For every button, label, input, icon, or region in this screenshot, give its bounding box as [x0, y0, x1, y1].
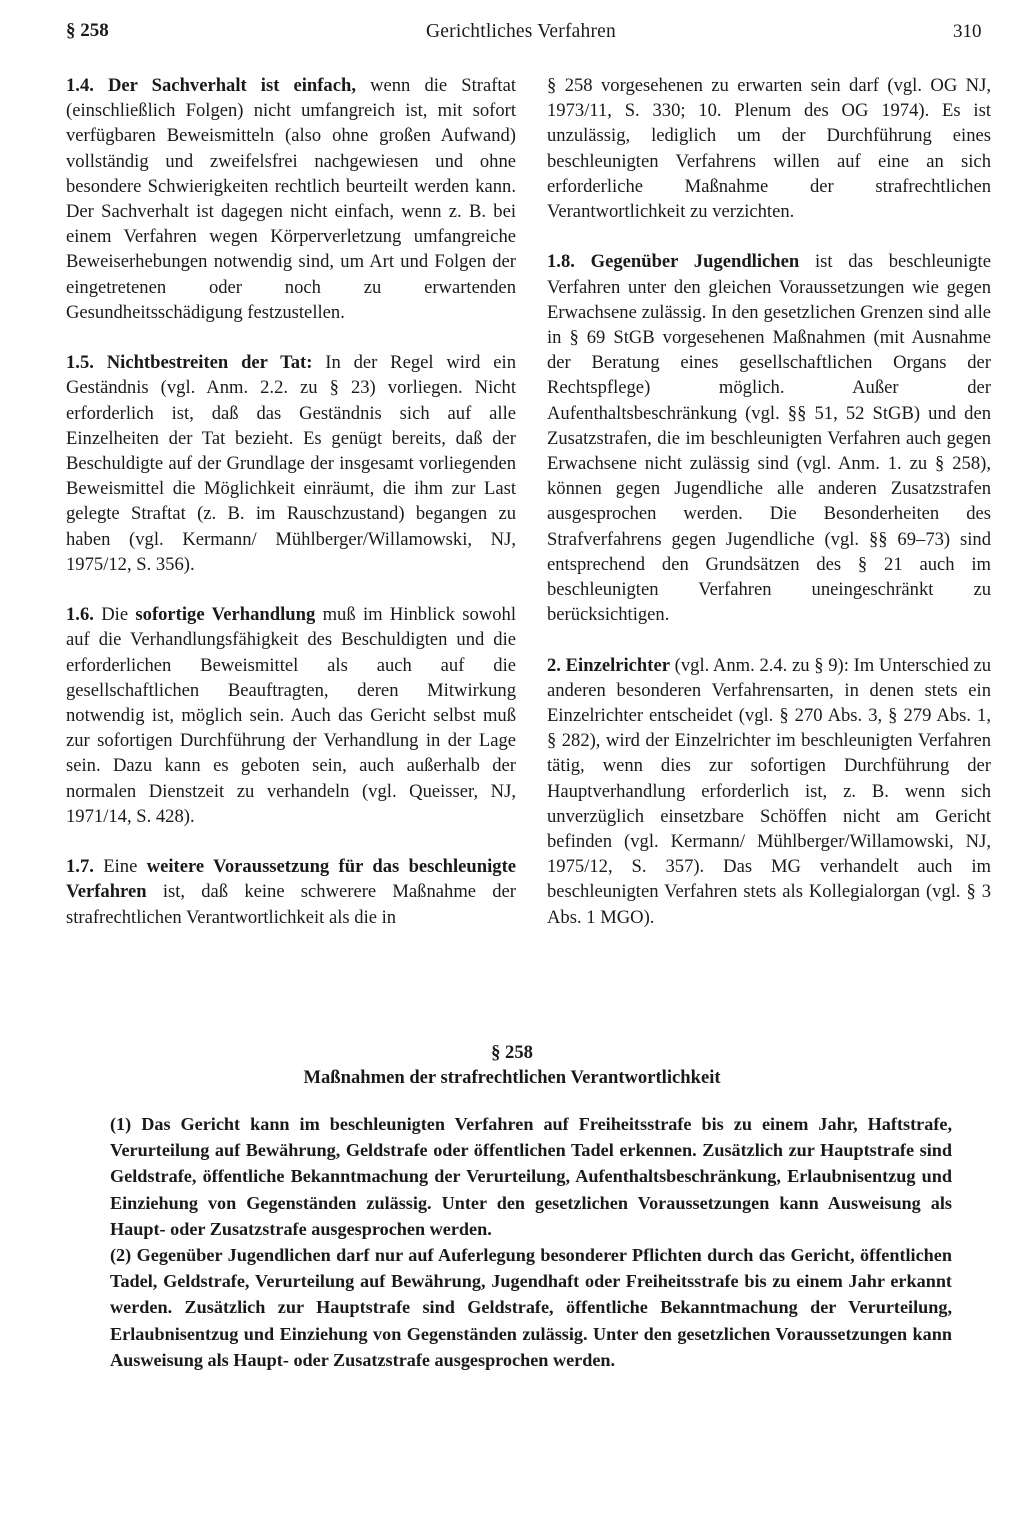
- left-text-column: [66, 73, 516, 930]
- annotation-number: 1.4.: [66, 75, 94, 96]
- annotation-number: 1.6.: [66, 604, 94, 626]
- annotation-1-7-continued: [547, 73, 991, 224]
- annotation-text: wenn die Straftat (einschließlich Folgen) nicht umfangreich ist, mit sofort verfügbaren Beweismitteln (also ohne großen Aufwand) vollständig und zweifelsfrei nachgewiesen und ohne besondere Schwierigkeiten rechtlich beurteilt werden kann. Der Sachverhalt ist dagegen nicht einfach, wenn z. B. bei einem Verfahren wegen Körperverletzung umfangreiche Beweiserhebungen notwendig sind, um Art und Folgen der eingetretenen oder noch zu erwartenden Gesundheitsschädigung festzustellen.: [66, 75, 516, 323]
- annotation-number: 1.5.: [66, 352, 94, 374]
- annotation-text: In der Regel wird ein Geständnis (vgl. Anm. 2.2. zu § 23) vorliegen. Nicht erforderlich ist, daß das Geständnis sich auf alle Einzelheiten der Tat bezieht. Es genügt bereits, daß der Beschuldigte auf der Grundlage der insgesamt vorliegenden Beweismittel die Möglichkeit einräumt, die ihm zur Last gelegte Straftat (z. B. im Rauschzustand) begangen zu haben (vgl. Kermann/ Mühlberger/Willamowski, NJ, 1975/12, S. 356).: [66, 352, 516, 575]
- annotation-text: ist, daß keine schwerere Maßnahme der strafrechtlichen Verantwortlichkeit als die in: [66, 881, 517, 928]
- statute-heading: Maßnahmen der strafrechtlichen Verantwortlichkeit: [303, 1067, 721, 1088]
- annotation-2: [547, 653, 991, 930]
- statute-paragraph-2: (2) Gegenüber Jugendlichen darf nur auf Auferlegung besonderer Pflichten durch das Gericht, öffentlichen Tadel, Geldstrafe, Verurteilung auf Bewährung, Jugendhaft oder Freiheitsstrafe bis zu einem Jahr erkannt werden. Zusätzlich zur Hauptstrafe sind Geldstrafe, öffentliche Bekanntmachung der Verurteilung, Erlaubnisentzug und Einziehung von Gegenständen zulässig. Unter den gesetzlichen Voraussetzungen kann Ausweisung als Haupt- oder Zusatzstrafe ausgesprochen werden.: [110, 1245, 952, 1370]
- right-text-column: [547, 73, 991, 930]
- annotation-lead: Nichtbestreiten der Tat:: [106, 352, 313, 374]
- annotation-lead: Gegenüber Jugendlichen: [590, 251, 800, 273]
- annotation-lead: weitere Voraussetzung für das beschleunigte Verfahren: [66, 856, 517, 903]
- annotation-pre: Eine: [103, 856, 138, 878]
- annotation-number: 1.8.: [547, 251, 575, 273]
- annotation-1-5: [66, 350, 516, 577]
- annotation-number: 2.: [547, 654, 561, 676]
- statute-paragraph-1: (1) Das Gericht kann im beschleunigten Verfahren auf Freiheitsstrafe bis zu einem Jahr, Haftstrafe, Verurteilung auf Bewährung, Geldstrafe oder öffentlichen Tadel erkennen. Zusätzlich zur Hauptstrafe sind Geldstrafe, öffentliche Bekanntmachung der Verurteilung, Aufenthaltsbeschränkung, Erlaubnisentzug und Einziehung von Gegenständen zulässig. Unter den gesetzlichen Voraussetzungen kann Ausweisung als Haupt- oder Zusatzstrafe ausgesprochen werden.: [110, 1114, 952, 1239]
- annotation-1-6: [66, 602, 516, 829]
- annotation-number: 1.7.: [66, 856, 94, 878]
- annotation-1-8: [547, 249, 991, 627]
- annotation-text: ist das beschleunigte Verfahren unter den gleichen Voraussetzungen wie gegen Erwachsene zulässig. In den gesetzlichen Grenzen sind alle in § 69 StGB vorgesehenen Maßnahmen (mit Ausnahme der Beratung eines gesellschaftlichen Organs der Rechtspflege) möglich. Außer der Aufenthaltsbeschränkung (vgl. §§ 51, 52 StGB) und den Zusatzstrafen, die im beschleunigten Verfahren auch gegen Erwachsene nicht zulässig sind (vgl. Anm. 1. zu § 258), können gegen Jugendliche alle anderen Zusatzstrafen ausgesprochen werden. Die Besonderheiten des Strafverfahrens gegen Jugendliche (vgl. §§ 69–73) sind entsprechend den Grundsätzen des § 21 auch im beschleunigten Verfahren uneingeschränkt zu berücksichtigen.: [547, 251, 991, 626]
- statute-section-number: § 258: [491, 1042, 533, 1063]
- annotation-pre: Die: [101, 604, 129, 626]
- annotation-text: (vgl. Anm. 2.4. zu § 9): Im Unterschied zu anderen besonderen Verfahrensarten, in denen stets ein Einzelrichter entscheidet (vgl. § 270 Abs. 3, § 279 Abs. 1, § 282), wird der Einzelrichter im beschleunigten Verfahren tätig, wenn dies zur sofortigen Durchführung der Hauptverhandlung erforderlich ist, z. B. wenn sich unverzüglich einsetzbare Schöffen nicht am Gericht befinden (vgl. Kermann/ Mühlberger/Willamowski, NJ, 1975/12, S. 357). Das MG verhandelt auch im beschleunigten Verfahren stets als Kollegialorgan (vgl. § 3 Abs. 1 MGO).: [547, 654, 992, 928]
- running-header-title: Gerichtliches Verfahren: [426, 21, 616, 42]
- annotation-1-7: [66, 854, 516, 930]
- annotation-text: § 258 vorgesehenen zu erwarten sein darf (vgl. OG NJ, 1973/11, S. 330; 10. Plenum des OG 1974). Es ist unzulässig, lediglich um der Durchführung eines beschleunigten Verfahrens willen auf eine an sich erforderliche Maßnahme der strafrechtlichen Verantwortlichkeit zu verzichten.: [547, 75, 991, 223]
- annotation-1-4: [66, 73, 516, 325]
- running-header-section: § 258: [66, 20, 109, 41]
- page-number: 310: [953, 21, 982, 42]
- annotation-lead: Der Sachverhalt ist einfach,: [107, 75, 356, 96]
- annotation-text: muß im Hinblick sowohl auf die Verhandlungsfähigkeit des Beschuldigten und die erforderlichen Beweismittel als auch auf die gesellschaftlichen Beauftragten, deren Mitwirkung notwendig ist, möglich sein. Auch das Gericht selbst muß zur sofortigen Durchführung der Verhandlung in der Lage sein. Dazu kann es geboten sein, auch außerhalb der normalen Dienstzeit zu verhandeln (vgl. Queisser, NJ, 1971/14, S. 428).: [66, 604, 517, 827]
- annotation-lead: Einzelrichter: [565, 654, 670, 676]
- annotation-lead: sofortige Verhandlung: [135, 604, 316, 626]
- statute-text: [110, 1111, 952, 1373]
